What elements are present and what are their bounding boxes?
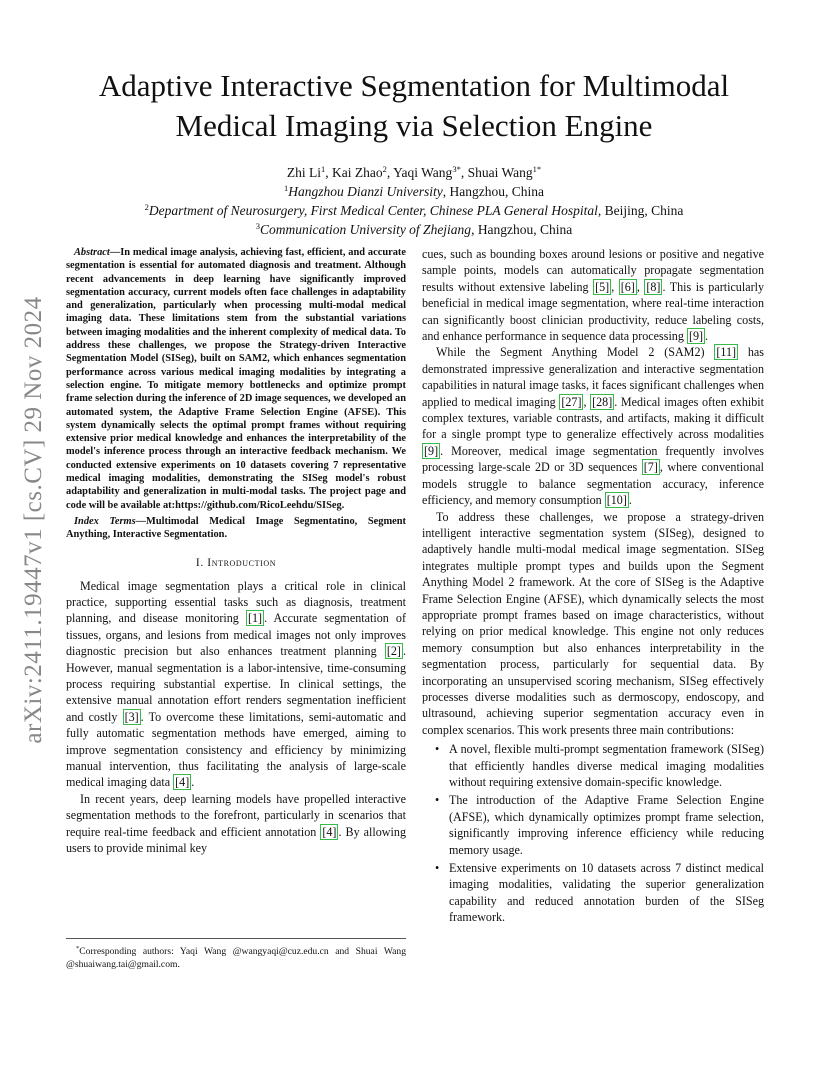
right-paragraph-1 (422, 246, 764, 344)
citation-link[interactable]: [8] (646, 279, 661, 294)
text-run: . Accurate segmentation of tissues, organs, and lesions from medical images not only improves diagnostic precision but also enhances treatment planning (66, 611, 406, 659)
footnote-marker: * (76, 945, 80, 952)
right-paragraph-2 (422, 344, 764, 508)
contribution-item (435, 792, 764, 858)
abstract (66, 246, 406, 512)
text-run: cues, such as bounding boxes around lesions or positive and negative sample points, models can automatically propagate segmentation results without extensive labeling (422, 247, 764, 294)
affiliation-city: , Hangzhou, China (442, 184, 544, 199)
citation-link[interactable]: [3] (124, 709, 139, 724)
text-run: . (705, 329, 709, 344)
abstract-lead: Abstract (74, 247, 110, 258)
section-numeral: I. (195, 556, 208, 569)
contribution-text: The introduction of the Adaptive Frame Selection Engine (AFSE), which dynamically optimizes prompt frame selection, significantly improving inference efficiency while reducing memory usage. (449, 793, 764, 857)
text-run: . However, manual segmentation is a labor-intensive, time-consuming process requiring substantial expertise. In clinical settings, the extensive manual annotation effort renders segmentation inefficient and costly (66, 644, 406, 724)
citation-link[interactable]: [4] (322, 824, 337, 839)
affiliation-city: , Hangzhou, China (471, 222, 573, 237)
citation-link[interactable]: [7] (643, 460, 658, 475)
section-heading-introduction (66, 557, 406, 569)
citation-link[interactable]: [9] (688, 329, 704, 344)
citation-link[interactable]: [10] (606, 493, 627, 508)
intro-paragraph-1 (66, 578, 406, 791)
title-line-2: Medical Imaging via Selection Engine (175, 108, 653, 143)
bullet-icon: • (435, 742, 440, 757)
footnote-text: Corresponding authors: Yaqi Wang @wangyaqi@cuz.edu.cn and Shuai Wang @shuaiwang.tai@gmail.com. (66, 946, 406, 970)
affiliation-institution: Communication University of Zhejiang (259, 222, 472, 237)
text-run: . This is particularly beneficial in medical image segmentation, where real-time interaction can significantly boost clinician productivity, reduce labeling costs, and enhance performance in sequence data processing (422, 279, 765, 344)
citation-link[interactable]: [5] (595, 279, 610, 294)
right-paragraph-3: To address these challenges, we propose a strategy-driven intelligent interactive segmentation system (SISeg), designed to adaptively handle multi-modal medical image segmentation. SISeg integrates multiple prompt types and builds upon the Segment Anything Model 2 framework. At the core of SISeg is the Adaptive Frame Selection Engine (AFSE), which dynamically selects the most appropriate prompt frames based on image characteristics, without relying on prior medical knowledge. This engine not only reduces memory consumption but also enhances interpretability in the segmentation process, particularly for sequential data. By incorporating an unsupervised scoring mechanism, SISeg effectively processes diverse modalities such as dermoscopy, endoscopy, and ultrasound, achieving superior segmentation accuracy even in complex scenarios. This work presents three main contributions: (422, 509, 764, 737)
citation-link[interactable]: [9] (424, 443, 439, 458)
text-run: . By allowing users to provide minimal key (66, 824, 406, 856)
author-name: Yaqi Wang (393, 165, 453, 180)
index-terms-text: —Multimodal Medical Image Segmentatino, Segment Anything, Interactive Segmentation. (66, 515, 406, 541)
footnote (66, 946, 406, 971)
text-run: . Medical images often exhibit complex textures, variable contrasts, and artifacts, making it difficult for a single prompt type to generalize effectively across modalities (422, 394, 765, 442)
author-sup: 1* (532, 164, 542, 174)
index-terms-lead: Index Terms (74, 515, 136, 527)
affiliation-city: , Beijing, China (597, 203, 684, 218)
intro-paragraph-2 (66, 791, 406, 857)
author-block (40, 163, 788, 239)
text-run: . (628, 493, 632, 508)
bullet-icon: • (435, 793, 440, 808)
author-sup: 2 (382, 164, 387, 174)
author-list: Zhi Li$^1$, Kai Zhao$^2$, Yaqi Wang$^{3*}$, Shuai Wang$^{1*}$ (286, 164, 542, 180)
text-run: Medical image segmentation plays a critical role in clinical practice, supporting essential tasks such as diagnosis, treatment planning, and disease monitoring (66, 578, 406, 626)
text-run: , where conventional models struggle to balance segmentation accuracy, inference efficiency, and memory consumption (422, 460, 764, 508)
text-run: has demonstrated impressive generalization and interactive segmentation capabilities in natural image tasks, it faces significant challenges when applied to medical imaging (422, 345, 764, 409)
affiliation-1 (40, 182, 788, 201)
text-run: In recent years, deep learning models have propelled interactive segmentation methods to the forefront, particularly in scenarios that require real-time feedback and efficient annotation (66, 791, 406, 839)
contributions-list (422, 741, 764, 925)
section-name: Introduction (207, 556, 277, 569)
title-line-1: Adaptive Interactive Segmentation for Multimodal (98, 68, 730, 103)
text-run: . To overcome these limitations, semi-automatic and fully automatic segmentation methods have emerged, aiming to improve segmentation consistency and efficiency by minimizing manual intervention, thus facilitating the analysis of large-scale medical imaging data (66, 709, 406, 790)
arxiv-id-text: arXiv:2411.19447v1 [cs.CV] 29 Nov 2024 (20, 296, 47, 744)
author-name: Shuai Wang (467, 165, 533, 180)
affiliation-2 (40, 201, 788, 220)
citation-link[interactable]: [2] (386, 644, 401, 659)
contribution-item (435, 860, 764, 926)
affiliation-institution: Hangzhou Dianzi University (288, 184, 443, 199)
affiliation-sup: 1 (284, 183, 289, 193)
citation-link[interactable]: [27] (561, 394, 582, 409)
right-column (422, 246, 764, 928)
index-terms (66, 515, 406, 542)
author-name: Kai Zhao (332, 165, 383, 180)
affiliation-3 (40, 220, 788, 239)
citation-link[interactable]: [6] (620, 279, 635, 294)
citation-link[interactable]: [28] (592, 394, 613, 409)
citation-link[interactable]: [11] (716, 345, 737, 360)
author-sup: 3* (452, 164, 461, 174)
affiliation-sup: 3 (255, 221, 260, 231)
left-column (66, 246, 406, 856)
affiliation-institution: Department of Neurosurgery, First Medical Center, Chinese PLA General Hospital (148, 203, 598, 218)
citation-link[interactable]: [1] (247, 611, 263, 626)
footnote-rule (66, 938, 406, 939)
author-name: Zhi Li (286, 165, 322, 180)
paper-title (40, 66, 788, 146)
abstract-text: —In medical image analysis, achieving fast, efficient, and accurate segmentation is essential for automated diagnosis and treatment. Although recent advancements in deep learning have significantly improved segmentation accuracy, current models often face challenges in adaptability and generalization, particularly when processing multi-modal medical imaging data. These limitations stem from the substantial variations between imaging modalities and the inherent complexity of medical data. To address these challenges, we propose the Strategy-driven Interactive Segmentation Model (SISeg), built on SAM2, which enhances segmentation performance across various medical imaging modalities by integrating a selection engine. To mitigate memory bottlenecks and optimize prompt frame selection during the inference of 2D image sequences, we developed an automated system, the Adaptive Frame Selection Engine (AFSE). This system dynamically selects the optimal prompt frames without requiring extensive prior medical knowledge and enhances the interpretability of the model's inference process through an interactive feedback mechanism. We conducted extensive experiments on 10 datasets covering 7 representative medical imaging modalities, demonstrating the SISeg model's robust adaptability and generalization in multi-modal tasks. The project page and code will be available at:https://github.com/RicoLeehdu/SISeg. (66, 247, 406, 511)
affiliation-sup: 2 (144, 202, 149, 212)
text-run: While the Segment Anything Model 2 (SAM2) (436, 345, 715, 360)
text-run: , (636, 279, 645, 294)
bullet-icon: • (435, 861, 440, 876)
citation-link[interactable]: [4] (175, 775, 190, 790)
author-sup: 1 (321, 164, 326, 174)
text-run: . Moreover, medical image segmentation frequently involves processing large-scale 2D or 3D sequences (422, 443, 764, 475)
contribution-text: A novel, flexible multi-prompt segmentation framework (SISeg) that efficiently handles diverse medical imaging modalities without requiring extensive domain-specific knowledge. (449, 742, 764, 789)
text-run: , (611, 279, 619, 294)
text-run: , (583, 394, 591, 409)
contribution-text: Extensive experiments on 10 datasets across 7 distinct medical imaging modalities, validating the superior generalization capability and reduced annotation burden of the SISeg framework. (449, 861, 764, 925)
text-run: . (191, 775, 195, 790)
contribution-item (435, 741, 764, 790)
arxiv-identifier (14, 282, 54, 758)
